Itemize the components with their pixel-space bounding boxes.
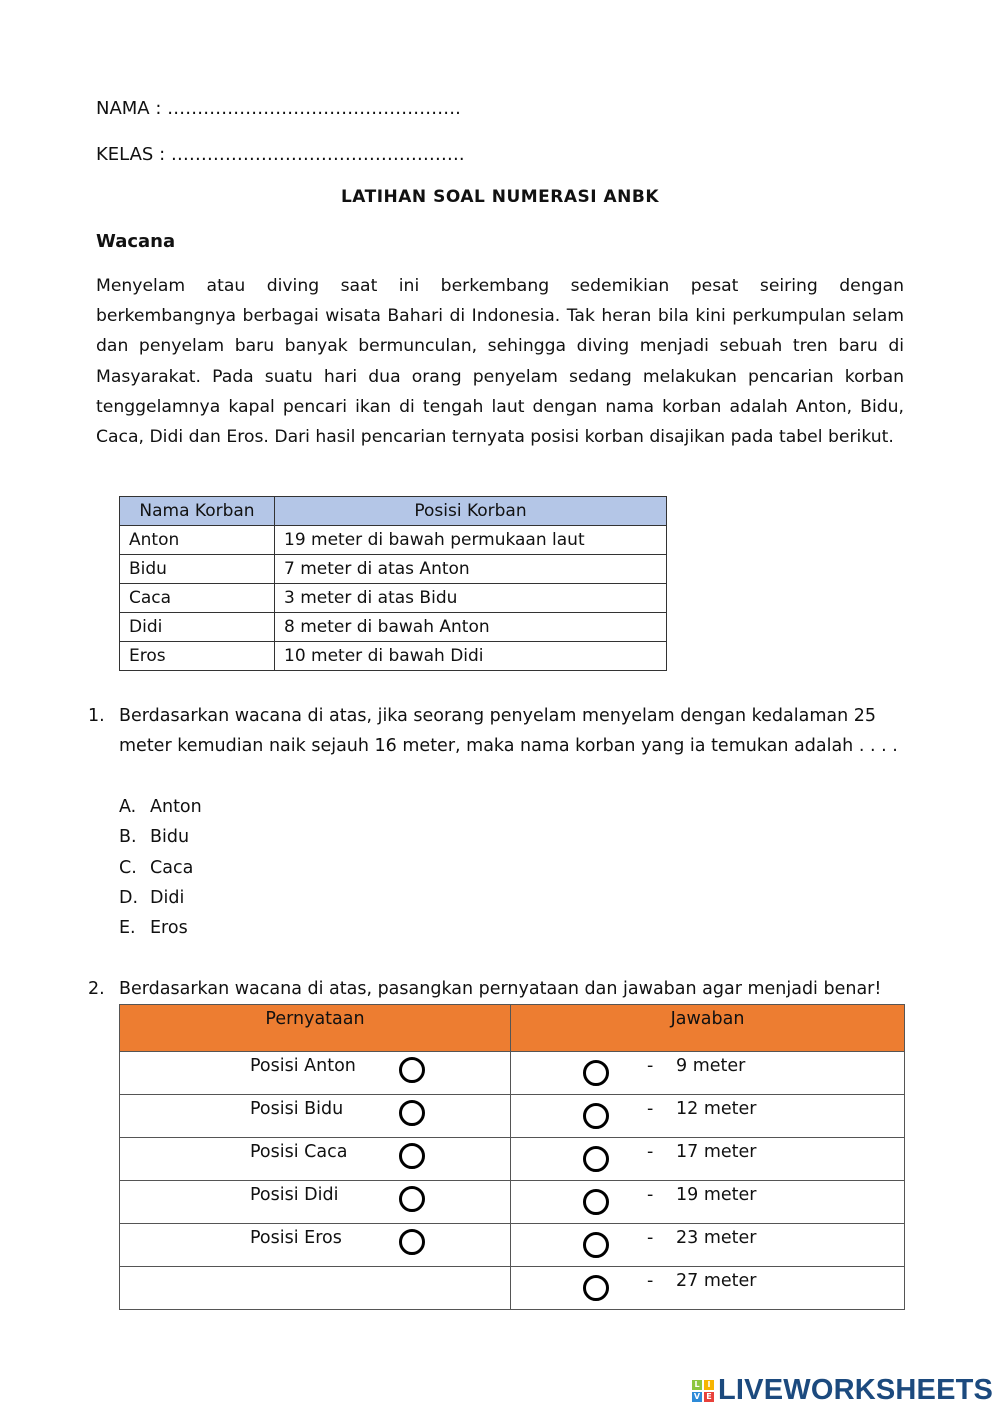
match-dot-eros[interactable] xyxy=(399,1229,425,1255)
column-header: Nama Korban xyxy=(120,497,275,526)
option-a[interactable]: A. Anton xyxy=(119,797,202,817)
victim-name: Anton xyxy=(120,526,275,555)
answer-label: 9 meter xyxy=(676,1056,746,1076)
match-dot-didi[interactable] xyxy=(399,1186,425,1212)
victim-name: Caca xyxy=(120,584,275,613)
question-number: 1. xyxy=(88,706,105,726)
victim-position-table xyxy=(119,496,667,671)
match-dot-anton[interactable] xyxy=(399,1057,425,1083)
matching-table xyxy=(119,1004,905,1310)
statement-label: Posisi Didi xyxy=(250,1185,339,1205)
victim-name: Didi xyxy=(120,613,275,642)
option-e[interactable]: E. Eros xyxy=(119,918,188,939)
page-title: LATIHAN SOAL NUMERASI ANBK xyxy=(340,187,660,207)
match-dot-12m[interactable] xyxy=(583,1103,609,1129)
match-dot-19m[interactable] xyxy=(583,1189,609,1215)
statement-label: Posisi Caca xyxy=(250,1142,348,1162)
table-row xyxy=(120,1181,905,1224)
live-blocks-icon: L I V E xyxy=(692,1380,714,1402)
table-row xyxy=(120,613,667,642)
question-text: Berdasarkan wacana di atas, jika seorang penyelam menyelam dengan kedalaman 25 meter kemudian naik sejauh 16 meter, maka nama korban yang ia temukan adalah . . . . xyxy=(119,706,898,757)
question-number: 2. xyxy=(88,979,105,999)
dash: - xyxy=(647,1271,654,1291)
match-dot-caca[interactable] xyxy=(399,1143,425,1169)
name-field[interactable]: NAMA : …………………………………………. xyxy=(96,98,461,119)
logo-text: LIVEWORKSHEETS xyxy=(718,1374,994,1406)
answer-label: 12 meter xyxy=(676,1099,757,1119)
answer-label: 19 meter xyxy=(676,1185,757,1205)
statement-label: Posisi Eros xyxy=(250,1228,342,1248)
table-row xyxy=(120,1267,905,1310)
dash: - xyxy=(647,1228,654,1248)
class-field[interactable]: KELAS : …………………………………………. xyxy=(96,144,465,165)
liveworksheets-logo xyxy=(692,1374,993,1407)
victim-name: Bidu xyxy=(120,555,275,584)
empty-cell xyxy=(120,1267,511,1310)
question-text: Berdasarkan wacana di atas, pasangkan pernyataan dan jawaban agar menjadi benar! xyxy=(119,979,882,999)
table-row xyxy=(120,526,667,555)
dash: - xyxy=(647,1099,654,1119)
option-c[interactable]: C. Caca xyxy=(119,857,194,878)
answer-label: 17 meter xyxy=(676,1142,757,1162)
answer-label: 23 meter xyxy=(676,1228,757,1248)
section-heading: Wacana xyxy=(96,231,176,252)
victim-position: 3 meter di atas Bidu xyxy=(275,584,667,613)
dash: - xyxy=(647,1056,654,1076)
table-row xyxy=(120,1224,905,1267)
question-1-options xyxy=(119,792,202,943)
column-header: Posisi Korban xyxy=(275,497,667,526)
victim-position: 10 meter di bawah Didi xyxy=(275,642,667,671)
match-dot-27m[interactable] xyxy=(583,1275,609,1301)
dash: - xyxy=(647,1185,654,1205)
table-row xyxy=(120,1052,905,1095)
column-header: Jawaban xyxy=(511,1005,905,1052)
victim-name: Eros xyxy=(120,642,275,671)
match-dot-bidu[interactable] xyxy=(399,1100,425,1126)
option-d[interactable]: D. Didi xyxy=(119,887,185,908)
table-row xyxy=(120,555,667,584)
dash: - xyxy=(647,1142,654,1162)
table-header-row xyxy=(120,497,667,526)
statement-label: Posisi Bidu xyxy=(250,1099,344,1119)
column-header: Pernyataan xyxy=(120,1005,511,1052)
victim-position: 7 meter di atas Anton xyxy=(275,555,667,584)
victim-position: 8 meter di bawah Anton xyxy=(275,613,667,642)
table-row xyxy=(120,642,667,671)
table-header-row xyxy=(120,1005,905,1052)
answer-label: 27 meter xyxy=(676,1271,757,1291)
match-dot-17m[interactable] xyxy=(583,1146,609,1172)
victim-position: 19 meter di bawah permukaan laut xyxy=(275,526,667,555)
passage-text: Menyelam atau diving saat ini berkembang sedemikian pesat seiring dengan berkembangnya berbagai wisata Bahari di Indonesia. Tak heran bila kini perkumpulan selam dan penyelam baru banyak bermunculan, sehingga diving menjadi sebuah tren baru di Masyarakat. Pada suatu hari dua orang penyelam sedang melakukan pencarian korban tenggelamnya kapal pencari ikan di tengah laut dengan nama korban adalah Anton, Bidu, Caca, Didi dan Eros. Dari hasil pencarian ternyata posisi korban disajikan pada tabel berikut. xyxy=(96,276,904,448)
match-dot-23m[interactable] xyxy=(583,1232,609,1258)
match-dot-9m[interactable] xyxy=(583,1060,609,1086)
table-row xyxy=(120,584,667,613)
option-b[interactable]: B. Bidu xyxy=(119,827,190,848)
table-row xyxy=(120,1138,905,1181)
table-row xyxy=(120,1095,905,1138)
statement-label: Posisi Anton xyxy=(250,1056,356,1076)
